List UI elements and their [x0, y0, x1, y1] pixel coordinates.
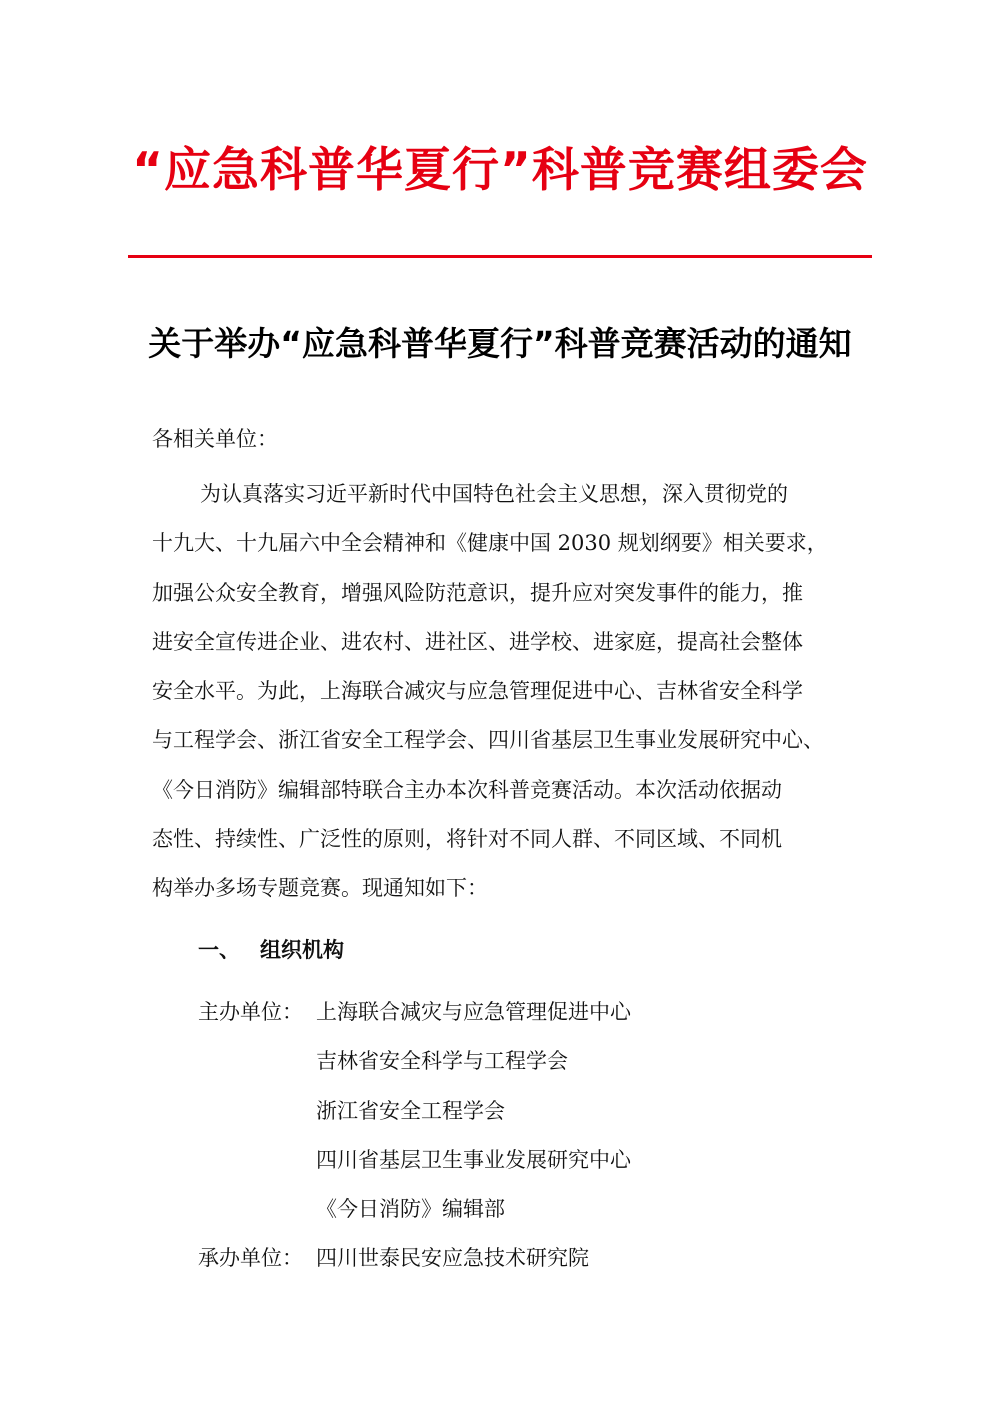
organizer-item: 四川省基层卫生事业发展研究中心: [316, 1147, 631, 1172]
intro-paragraph: [152, 470, 872, 914]
organizers-block: [198, 988, 858, 1284]
paragraph-line: 安全水平。为此，上海联合减灾与应急管理促进中心、吉林省安全科学: [152, 679, 803, 704]
document-title: 关于举办“应急科普华夏行”科普竞赛活动的通知: [148, 324, 852, 363]
paragraph-line: 十九大、十九届六中全会精神和《健康中国 2030 规划纲要》相关要求，: [152, 531, 828, 556]
paragraph-line: 《今日消防》编辑部特联合主办本次科普竞赛活动。本次活动依据动: [152, 777, 782, 802]
paragraph-line: 构举办多场专题竞赛。现通知如下：: [152, 876, 488, 901]
organizer-item: 吉林省安全科学与工程学会: [316, 1049, 568, 1074]
masthead: “应急科普华夏行”科普竞赛组委会: [132, 143, 868, 198]
red-divider: [128, 255, 872, 258]
organizer-item: 上海联合减灾与应急管理促进中心: [316, 1000, 631, 1024]
paragraph-line: 为认真落实习近平新时代中国特色社会主义思想，深入贯彻党的: [200, 482, 788, 506]
paragraph-line: 与工程学会、浙江省安全工程学会、四川省基层卫生事业发展研究中心、: [152, 728, 824, 753]
undertaker-value: 四川世泰民安应急技术研究院: [316, 1246, 589, 1271]
section-title: 组织机构: [260, 938, 344, 962]
salutation: 各相关单位：: [152, 427, 278, 451]
undertaker-label: 承办单位：: [198, 1246, 303, 1271]
section-number: 一、: [198, 938, 240, 962]
paragraph-line: 进安全宣传进企业、进农村、进社区、进学校、进家庭，提高社会整体: [152, 629, 803, 654]
paragraph-line: 态性、持续性、广泛性的原则，将针对不同人群、不同区域、不同机: [152, 827, 782, 852]
organizer-item: 浙江省安全工程学会: [316, 1098, 505, 1123]
organizer-item: 《今日消防》编辑部: [316, 1197, 505, 1222]
organizers-label: 主办单位：: [198, 1000, 303, 1024]
section-heading-organization: [198, 926, 344, 975]
paragraph-line: 加强公众安全教育，增强风险防范意识，提升应对突发事件的能力，推: [152, 580, 803, 605]
